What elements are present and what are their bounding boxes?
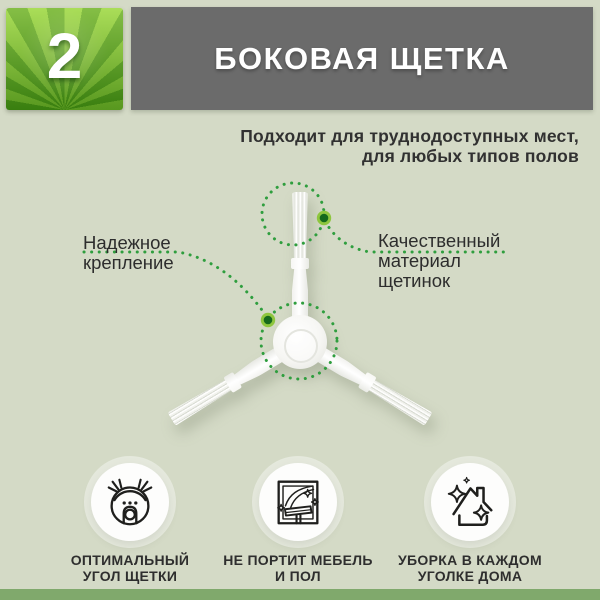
- callout-material: [378, 231, 500, 291]
- callout-mounting-line-2: крепление: [83, 251, 174, 273]
- feature-caption-line-2: УГОЛКЕ ДОМА: [417, 568, 523, 584]
- feature-caption: [203, 552, 393, 584]
- window-squeegee-icon: [269, 473, 327, 531]
- feature-caption-line-2: И ПОЛ: [275, 568, 321, 584]
- page-title: БОКОВАЯ ЩЕТКА: [214, 40, 510, 76]
- feature-caption: [35, 552, 225, 584]
- feature-caption-line-1: УБОРКА В КАЖДОМ: [398, 552, 542, 568]
- brush-bristles: [292, 192, 308, 262]
- robot-vacuum-icon: [101, 473, 159, 531]
- brush-bristles: [364, 376, 432, 426]
- house-sparkle-icon: [441, 473, 499, 531]
- feature-icon-circle: [431, 463, 509, 541]
- callout-mounting-line-1: Надежное: [83, 232, 171, 253]
- brush-arm-shaft: [292, 262, 308, 322]
- feature-caption-line-2: УГОЛ ЩЕТКИ: [82, 568, 178, 584]
- brush-bristles: [167, 376, 235, 426]
- brush-arm-collar: [291, 258, 309, 269]
- subtitle-line-1: Подходит для труднодоступных мест,: [240, 126, 579, 146]
- callout-material-line-3: щетинок: [378, 270, 451, 291]
- callout-material-line-1: Качественный: [378, 230, 501, 251]
- footer-bar: [0, 589, 600, 600]
- feature-corners: [375, 463, 565, 584]
- subtitle-line-2: для любых типов полов: [361, 146, 579, 166]
- feature-icon-circle: [259, 463, 337, 541]
- feature-caption-line-1: НЕ ПОРТИТ МЕБЕЛЬ: [223, 552, 373, 568]
- callout-material-line-2: материал: [378, 250, 461, 271]
- callout-mounting: [83, 233, 174, 272]
- brush-hub-ring: [284, 329, 318, 363]
- feature-caption: [375, 552, 565, 584]
- feature-caption-line-1: ОПТИМАЛЬНЫЙ: [70, 552, 190, 568]
- feature-safe: [203, 463, 393, 584]
- feature-icon-circle: [91, 463, 169, 541]
- step-number: 2: [46, 20, 83, 92]
- feature-angle: [35, 463, 225, 584]
